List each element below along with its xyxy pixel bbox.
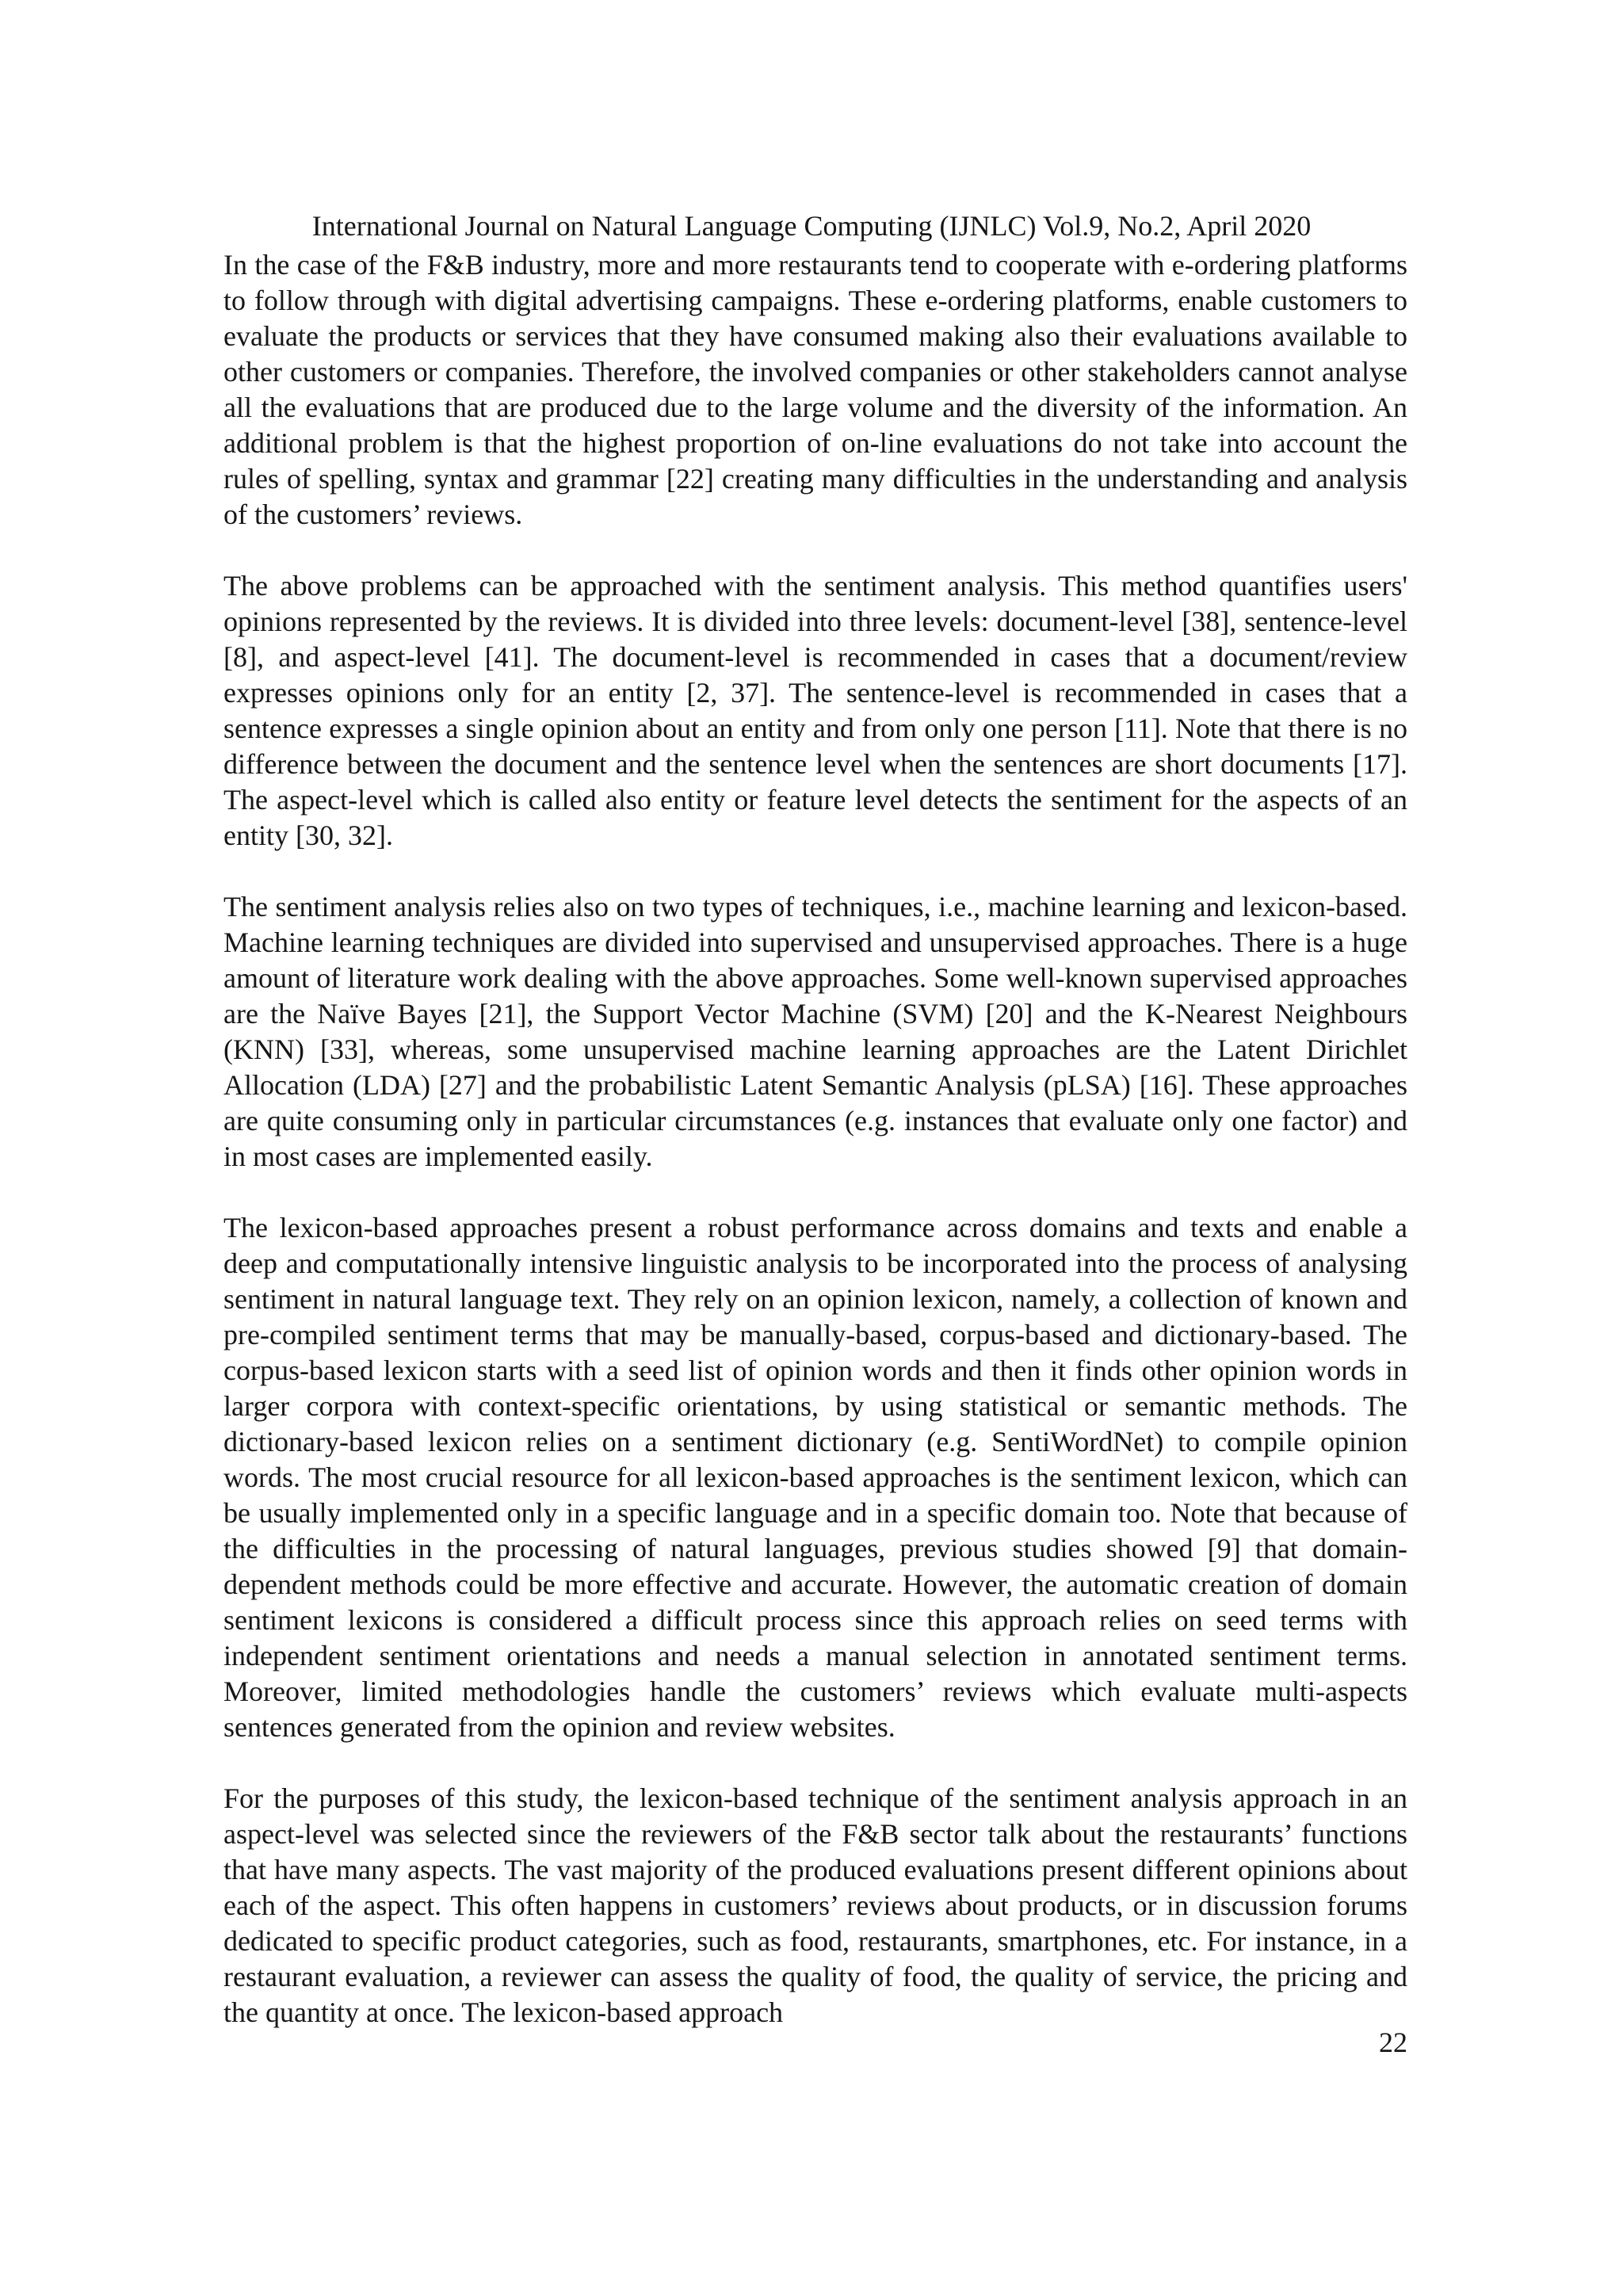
page-number: 22 (1379, 2027, 1407, 2058)
paragraph-3: The sentiment analysis relies also on two types of techniques, i.e., machine learning and lexicon-based. Machine learning techniques are divided into supervised and unsupervised approaches. There is a huge amount of literature work dealing with the above approaches. Some well-known supervised approaches are the Naïve Bayes [21], the Support Vector Machine (SVM) [20] and the K-Nearest Neighbours (KNN) [33], whereas, some unsupervised machine learning approaches are the Latent Dirichlet Allocation (LDA) [27] and the probabilistic Latent Semantic Analysis (pLSA) [16]. These approaches are quite consuming only in particular circumstances (e.g. instances that evaluate only one factor) and in most cases are implemented easily. (223, 891, 1407, 1172)
running-header: International Journal on Natural Language Computing (IJNLC) Vol.9, No.2, April 2020 (311, 210, 1312, 242)
body-text (223, 247, 1407, 2030)
paragraph-5: For the purposes of this study, the lexicon-based technique of the sentiment analysis approach in an aspect-level was selected since the reviewers of the F&B sector talk about the restaurants’ functions that have many aspects. The vast majority of the produced evaluations present different opinions about each of the aspect. This often happens in customers’ reviews about products, or in discussion forums dedicated to specific product categories, such as food, restaurants, smartphones, etc. For instance, in a restaurant evaluation, a reviewer can assess the quality of food, the quality of service, the pricing and the quantity at once. The lexicon-based approach (223, 1782, 1407, 2028)
paragraph-2: The above problems can be approached with the sentiment analysis. This method quantifies users' opinions represented by the reviews. It is divided into three levels: document-level [38], sentence-level [8], and aspect-level [41]. The document-level is recommended in cases that a document/review expresses opinions only for an entity [2, 37]. The sentence-level is recommended in cases that a sentence expresses a single opinion about an entity and from only one person [11]. Note that there is no difference between the document and the sentence level when the sentences are short documents [17]. The aspect-level which is called also entity or feature level detects the sentiment for the aspects of an entity [30, 32]. (223, 570, 1407, 851)
paragraph-1: In the case of the F&B industry, more and more restaurants tend to cooperate with e-ordering platforms to follow through with digital advertising campaigns. These e-ordering platforms, enable customers to evaluate the products or services that they have consumed making also their evaluations available to other customers or companies. Therefore, the involved companies or other stakeholders cannot analyse all the evaluations that are produced due to the large volume and the diversity of the information. An additional problem is that the highest proportion of on-line evaluations do not take into account the rules of spelling, syntax and grammar [22] creating many difficulties in the understanding and analysis of the customers’ reviews. (223, 249, 1407, 530)
paragraph-4: The lexicon-based approaches present a robust performance across domains and texts and enable a deep and computationally intensive linguistic analysis to be incorporated into the process of analysing sentiment in natural language text. They rely on an opinion lexicon, namely, a collection of known and pre-compiled sentiment terms that may be manually-based, corpus-based and dictionary-based. The corpus-based lexicon starts with a seed list of opinion words and then it finds other opinion words in larger corpora with context-specific orientations, by using statistical or semantic methods. The dictionary-based lexicon relies on a sentiment dictionary (e.g. SentiWordNet) to compile opinion words. The most crucial resource for all lexicon-based approaches is the sentiment lexicon, which can be usually implemented only in a specific language and in a specific domain too. Note that because of the difficulties in the processing of natural languages, previous studies showed [9] that domain-dependent methods could be more effective and accurate. However, the automatic creation of domain sentiment lexicons is considered a difficult process since this approach relies on seed terms with independent sentiment orientations and needs a manual selection in annotated sentiment terms. Moreover, limited methodologies handle the customers’ reviews which evaluate multi-aspects sentences generated from the opinion and review websites. (223, 1212, 1407, 1743)
